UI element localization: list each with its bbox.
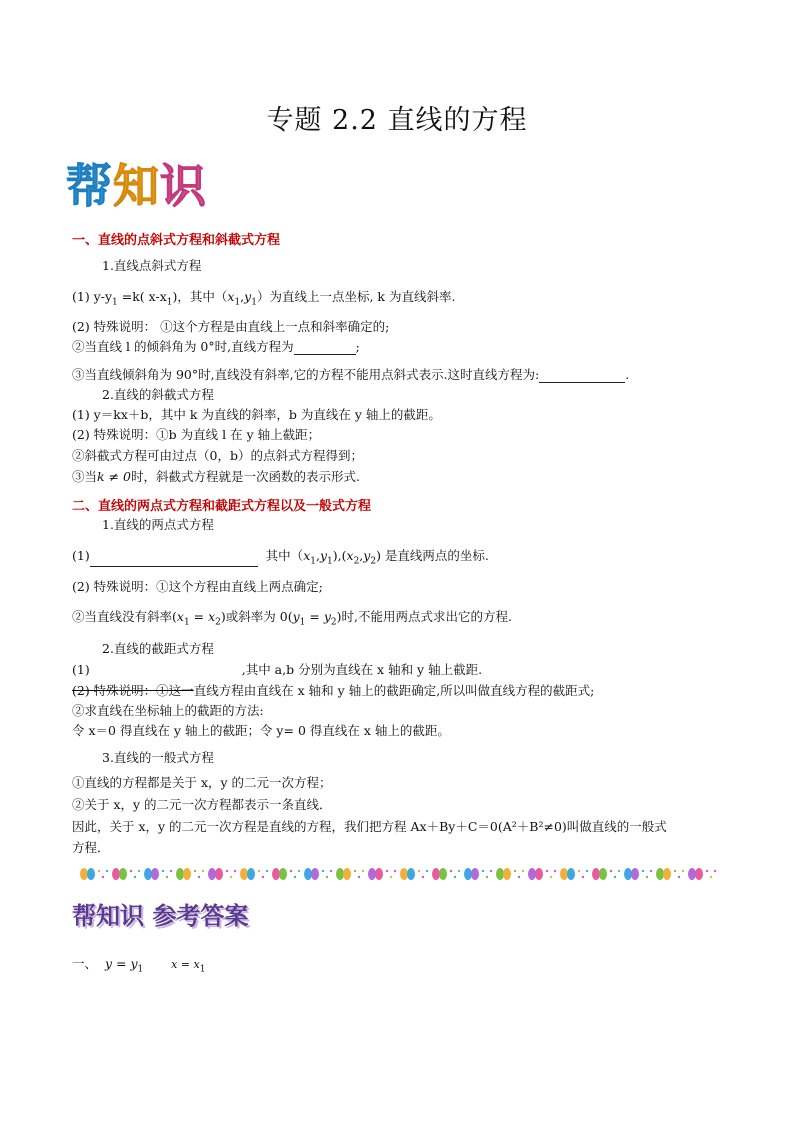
two-point-formula	[72, 546, 489, 567]
divider-dot	[646, 876, 648, 878]
divider-dot	[106, 870, 108, 872]
divider-dot	[258, 870, 260, 872]
logo-char-3: 识	[160, 159, 207, 213]
divider-dot	[322, 870, 324, 872]
divider-dot	[298, 870, 300, 872]
divider-dot	[610, 870, 612, 872]
subscript: 2	[370, 556, 377, 567]
divider-butterfly-wing	[631, 868, 639, 880]
text: (1)	[72, 662, 90, 677]
text: )，其中（	[172, 289, 228, 304]
divider-dot	[418, 870, 420, 872]
subscript: 1	[137, 964, 144, 975]
logo-char-2: 知	[113, 159, 160, 213]
divider-dot	[674, 870, 676, 872]
divider-butterfly-wing	[247, 868, 255, 880]
divider-butterfly-wing	[663, 868, 671, 880]
subscript: 1	[327, 556, 333, 567]
note-line-4: (2) 特殊说明：①b 为直线 l 在 y 轴上截距；	[72, 427, 321, 442]
divider-dot	[650, 870, 652, 872]
note-line-15: 方程．	[72, 840, 110, 855]
text: )时,不能用两点式求出它的方程.	[336, 609, 512, 624]
divider-dot	[706, 870, 708, 872]
math: y	[319, 548, 328, 563]
divider-butterfly-wing	[240, 868, 248, 880]
subheading-slope-intercept: 2.直线的斜截式方程	[102, 387, 214, 402]
divider-butterfly-wing	[144, 868, 152, 880]
divider-butterfly-wing	[464, 868, 472, 880]
divider-dot	[170, 870, 172, 872]
divider-butterfly-wing	[112, 868, 120, 880]
divider-dot	[358, 876, 360, 878]
decorative-divider	[78, 866, 718, 886]
math: x	[176, 609, 184, 624]
divider-dot	[290, 870, 292, 872]
math: x = x	[171, 958, 200, 971]
math: k ≠ 0	[97, 469, 131, 484]
divider-dot	[582, 876, 584, 878]
divider-dot	[490, 870, 492, 872]
divider-dot	[138, 870, 140, 872]
text: (1) y-y	[72, 289, 113, 304]
text: ②当直线没有斜率(	[72, 609, 177, 624]
text: (1)	[72, 548, 90, 563]
page-title: 专题 2.2 直线的方程	[266, 105, 528, 136]
math: x	[208, 609, 216, 624]
divider-dot	[514, 870, 516, 872]
note-line-5: ②斜截式方程可由过点（0，b）的点斜式方程得到；	[72, 448, 363, 463]
subscript: 1	[310, 556, 316, 567]
divider-butterfly-wing	[567, 868, 575, 880]
divider-butterfly-wing	[336, 868, 344, 880]
divider-butterfly-wing	[528, 868, 536, 880]
subscript: 1	[183, 617, 190, 628]
math: y	[244, 289, 252, 304]
section-2-heading: 二、直线的两点式方程和截距式方程以及一般式方程	[72, 499, 372, 514]
divider-dot	[522, 870, 524, 872]
divider-dot	[614, 876, 616, 878]
subscript: 1	[112, 297, 118, 308]
text: ②当直线 l 的倾斜角为 0°时,直线方程为	[72, 339, 294, 354]
divider-butterfly-wing	[471, 868, 479, 880]
divider-butterfly-wing	[656, 868, 664, 880]
divider-butterfly-wing	[80, 868, 88, 880]
divider-butterfly-wing	[375, 868, 383, 880]
divider-dot	[450, 870, 452, 872]
divider-dot	[454, 876, 456, 878]
divider-dot	[618, 870, 620, 872]
divider-butterfly-wing	[439, 868, 447, 880]
note-line-1: (2) 特殊说明： ①这个方程是由直线上一点和斜率确定的;	[72, 319, 390, 334]
divider-dot	[394, 870, 396, 872]
divider-butterfly-wing	[176, 868, 184, 880]
answer-heading: 帮知识 参考答案	[72, 902, 249, 930]
subheading-intercept: 2.直线的截距式方程	[102, 641, 214, 656]
divider-dot	[234, 870, 236, 872]
point-slope-formula	[72, 287, 455, 308]
note-line-12: ①直线的方程都是关于 x，y 的二元一次方程；	[72, 775, 332, 790]
divider-dot	[166, 876, 168, 878]
logo-char-1: 帮	[66, 159, 113, 213]
text: ③当直线倾斜角为 90°时,直线没有斜率,它的方程不能用点斜式表示.这时直线方程为:	[72, 367, 540, 382]
divider-butterfly-wing	[304, 868, 312, 880]
subscript: 1	[234, 297, 241, 308]
text: (2) 特殊说明：①这一	[72, 683, 194, 698]
blank	[90, 553, 258, 567]
divider-dot	[426, 870, 428, 872]
divider-dot	[266, 870, 268, 872]
divider-butterfly-wing	[208, 868, 216, 880]
divider-dot	[102, 876, 104, 878]
divider-butterfly-wing	[368, 868, 376, 880]
divider-dot	[262, 876, 264, 878]
divider-butterfly-wing	[87, 868, 95, 880]
divider-butterfly-wing	[688, 868, 696, 880]
divider-dot	[130, 870, 132, 872]
divider-dot	[294, 876, 296, 878]
blank	[539, 369, 625, 383]
math: x	[303, 548, 311, 563]
divider-dot	[554, 870, 556, 872]
text: ,	[240, 289, 245, 304]
divider-dot	[458, 870, 460, 872]
divider-butterfly-wing	[279, 868, 287, 880]
divider-dot	[486, 876, 488, 878]
divider-dot	[194, 870, 196, 872]
note-line-13: ②关于 x，y 的二元一次方程都表示一条直线．	[72, 797, 332, 812]
section-1-heading: 一、直线的点斜式方程和斜截式方程	[72, 233, 281, 248]
divider-dot	[422, 876, 424, 878]
text: .	[625, 367, 630, 382]
slope-intercept-formula: (1) y＝kx＋b，其中 k 为直线的斜率，b 为直线在 y 轴上的截距。	[72, 407, 441, 422]
text: ③当	[72, 469, 98, 484]
text: ) 是直线两点的坐标.	[376, 548, 489, 563]
text: )或斜率为 0(	[220, 609, 293, 624]
divider-dot	[386, 870, 388, 872]
divider-dot	[362, 870, 364, 872]
subscript: 1	[166, 297, 173, 308]
note-line-6	[72, 467, 360, 485]
note-line-3	[72, 365, 629, 383]
divider-butterfly-wing	[119, 868, 127, 880]
divider-dot	[326, 876, 328, 878]
intercept-formula	[72, 660, 482, 678]
text: ）为直线上一点坐标, k 为直线斜率.	[256, 289, 456, 304]
subscript: 1	[199, 964, 206, 975]
math: x	[227, 289, 235, 304]
text: 一、	[72, 956, 98, 971]
divider-dot	[226, 870, 228, 872]
divider-dot	[682, 870, 684, 872]
divider-butterfly-wing	[535, 868, 543, 880]
divider-dot	[202, 870, 204, 872]
text: =	[189, 609, 209, 624]
divider-butterfly-wing	[183, 868, 191, 880]
divider-dot	[330, 870, 332, 872]
divider-dot	[162, 870, 164, 872]
subheading-two-point: 1.直线的两点式方程	[102, 517, 214, 532]
text: =	[305, 609, 324, 624]
divider-dot	[198, 876, 200, 878]
divider-butterfly-wing	[151, 868, 159, 880]
math: y	[363, 548, 371, 563]
divider-butterfly-wing	[599, 868, 607, 880]
text: ;	[355, 339, 360, 354]
divider-butterfly-wing	[343, 868, 351, 880]
logo-bang-zhi-shi	[66, 150, 207, 216]
divider-dot	[134, 876, 136, 878]
subheading-general: 3.直线的一般式方程	[102, 750, 214, 765]
text: ,	[359, 548, 364, 563]
divider-dot	[390, 876, 392, 878]
divider-butterfly-wing	[496, 868, 504, 880]
divider-butterfly-wing	[695, 868, 703, 880]
math: y	[292, 609, 300, 624]
math: y	[323, 609, 331, 624]
divider-butterfly-wing	[624, 868, 632, 880]
blank	[294, 341, 356, 355]
divider-dot	[714, 870, 716, 872]
note-line-11: 令 x＝0 得直线在 y 轴上的截距；令 y= 0 得直线在 x 轴上的截距。	[72, 723, 450, 738]
divider-dot	[354, 870, 356, 872]
divider-dot	[678, 876, 680, 878]
subscript: 1	[251, 297, 257, 308]
divider-butterfly-wing	[432, 868, 440, 880]
divider-butterfly-wing	[592, 868, 600, 880]
divider-dot	[546, 870, 548, 872]
divider-art	[78, 866, 718, 882]
divider-butterfly-wing	[311, 868, 319, 880]
divider-dot	[98, 870, 100, 872]
divider-dot	[230, 876, 232, 878]
divider-dot	[550, 876, 552, 878]
text: 其中（	[265, 548, 304, 563]
divider-butterfly-wing	[503, 868, 511, 880]
text: ),(	[332, 548, 347, 563]
subscript: 2	[330, 617, 337, 628]
text: ,其中 a,b 分别为直线在 x 轴和 y 轴上截距.	[241, 662, 483, 677]
divider-dot	[586, 870, 588, 872]
divider-dot	[518, 876, 520, 878]
text: =k( x-x	[117, 289, 167, 304]
note-line-2	[72, 337, 360, 355]
divider-butterfly-wing	[560, 868, 568, 880]
divider-dot	[578, 870, 580, 872]
divider-dot	[482, 870, 484, 872]
note-line-8	[72, 607, 512, 628]
note-line-9	[72, 681, 594, 699]
divider-butterfly-wing	[407, 868, 415, 880]
text: 时，斜截式方程就是一次函数的表示形式.	[130, 469, 360, 484]
divider-dot	[710, 876, 712, 878]
subscript: 1	[299, 617, 306, 628]
subscript: 2	[215, 617, 221, 628]
math: y = y	[104, 956, 138, 971]
text: ,	[315, 548, 320, 563]
divider-butterfly-wing	[400, 868, 408, 880]
note-line-10: ②求直线在坐标轴上的截距的方法:	[72, 703, 264, 718]
divider-butterfly-wing	[215, 868, 223, 880]
math: x	[346, 548, 354, 563]
divider-butterfly-wing	[272, 868, 280, 880]
note-line-14: 因此，关于 x，y 的二元一次方程是直线的方程，我们把方程 Ax＋By＋C＝0(A²＋B²≠0)叫做直线的一般式	[72, 819, 667, 834]
note-line-7: (2) 特殊说明：①这个方程由直线上两点确定;	[72, 579, 323, 594]
subheading-point-slope: 1.直线点斜式方程	[102, 258, 202, 273]
subscript: 2	[353, 556, 360, 567]
text: 直线方程由直线在 x 轴和 y 轴上的截距确定,所以叫做直线方程的截距式;	[193, 683, 595, 698]
divider-dot	[642, 870, 644, 872]
answer-line	[72, 954, 205, 975]
